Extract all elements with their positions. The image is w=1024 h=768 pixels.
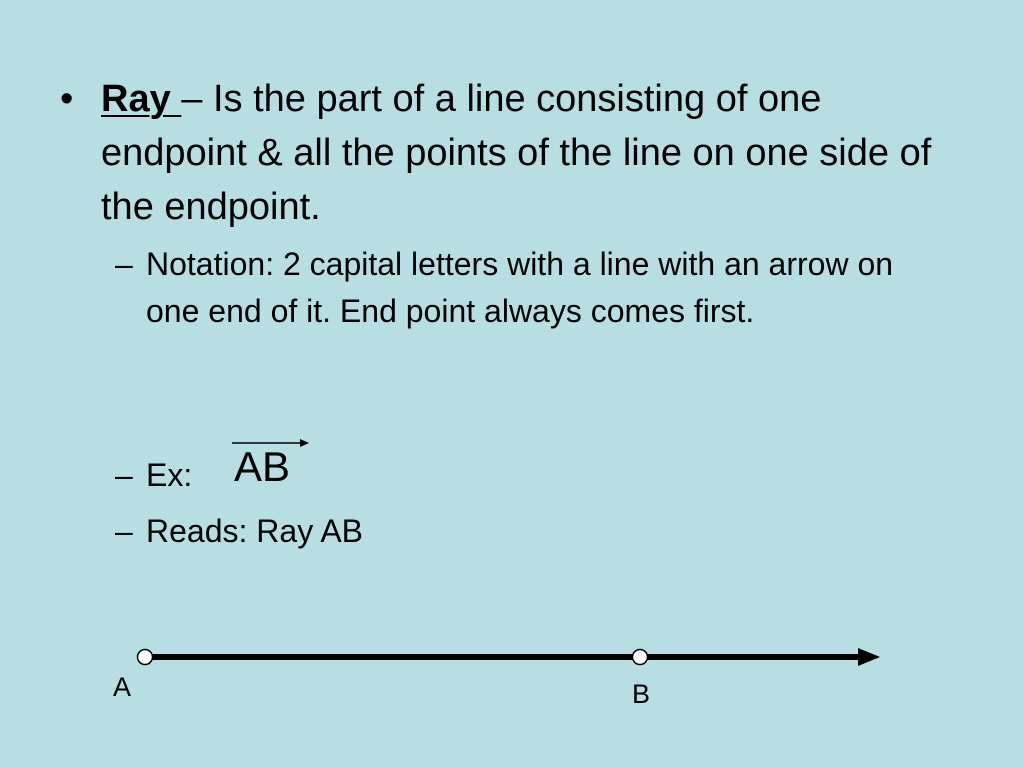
ray-diagram [113, 630, 900, 710]
dash-marker: – [115, 246, 133, 282]
point-b-dot [633, 650, 648, 665]
point-b-label: B [632, 679, 651, 709]
ray-notation-letters: AB [234, 443, 291, 490]
point-a-dot [138, 650, 153, 665]
notation-text: Notation: 2 capital letters with a line with an arrow on one end of it. End point always comes first. [146, 246, 894, 329]
ray-arrowhead-icon [858, 648, 880, 666]
bullet-marker: • [60, 78, 74, 120]
ray-line-graphic [120, 638, 900, 678]
dash-marker: – [115, 513, 133, 549]
definition-body: – Is the part of a line consisting of one endpoint & all the points of the line on one side of the endpoint. [101, 78, 932, 228]
reads-text: Reads: Ray AB [146, 513, 363, 549]
point-a-label: A [113, 672, 132, 702]
term-ray: Ray [101, 78, 182, 120]
example-label: Ex: [146, 457, 193, 493]
definition-text [101, 72, 971, 234]
ray-notation [232, 437, 312, 497]
dash-marker: – [115, 457, 133, 493]
